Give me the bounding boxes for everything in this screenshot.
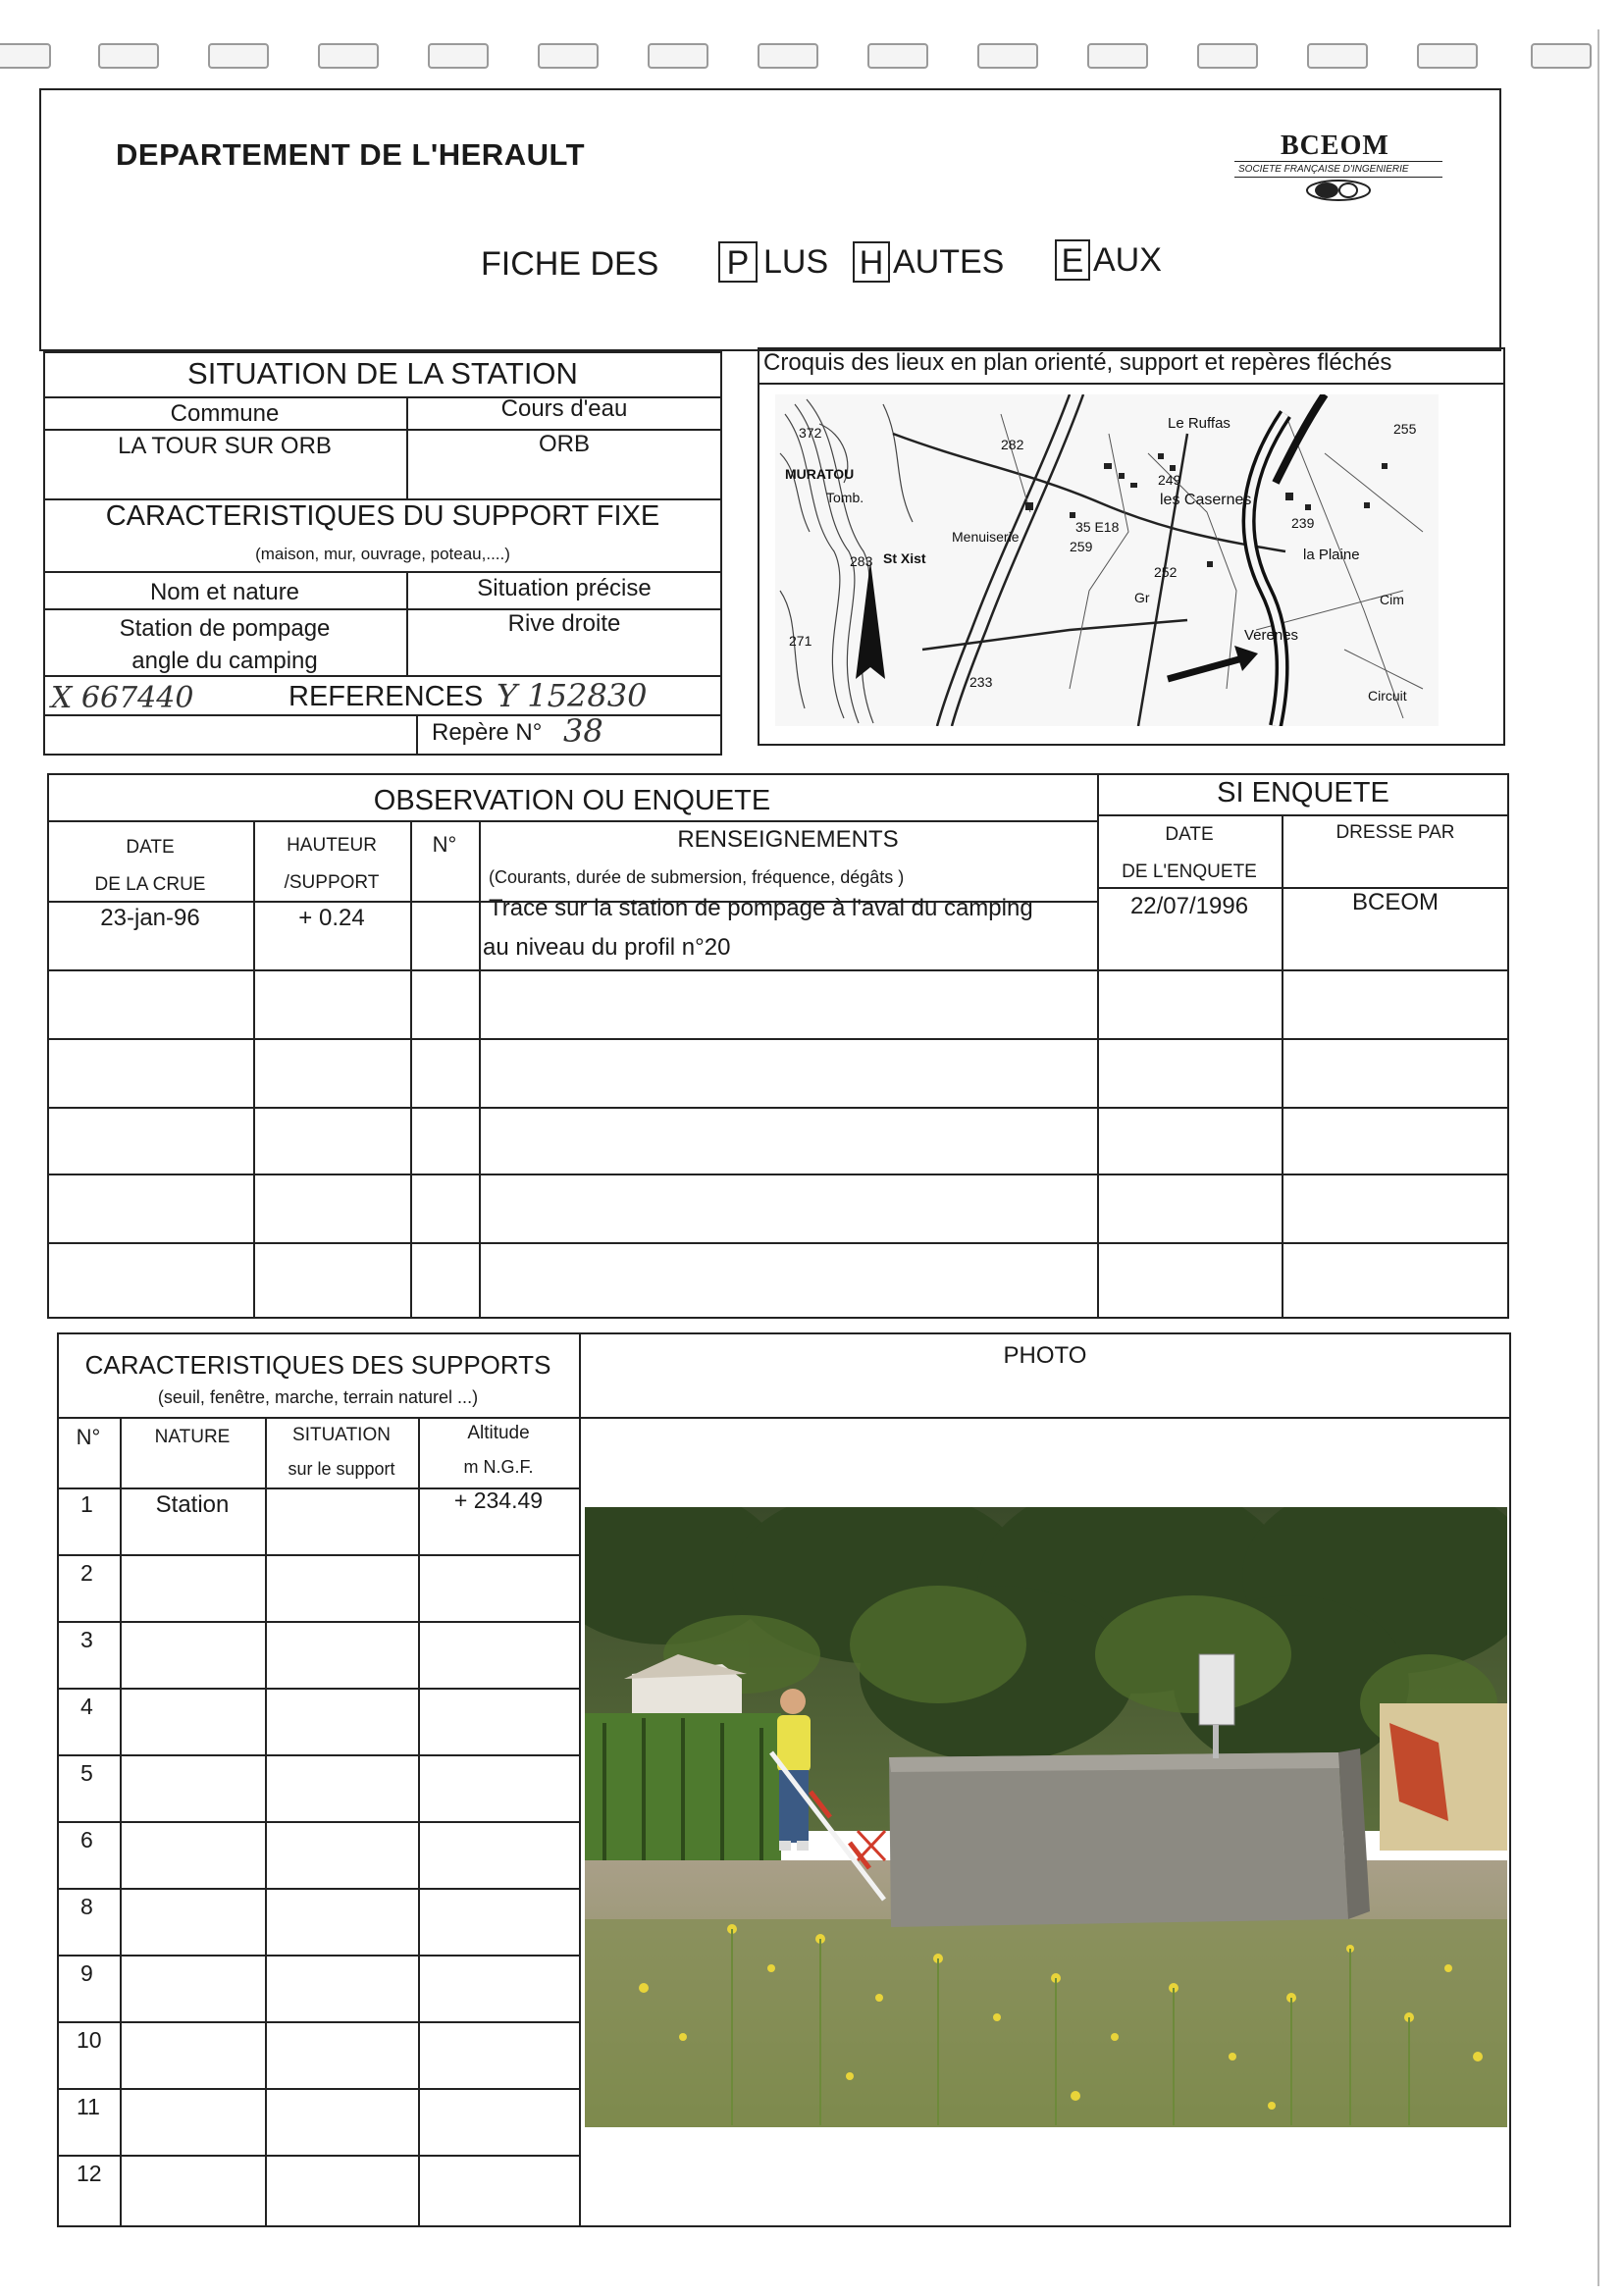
rule xyxy=(43,714,722,716)
map-label: 239 xyxy=(1291,515,1315,531)
binder-hole xyxy=(428,43,489,69)
observation-heading: OBSERVATION OU ENQUETE xyxy=(373,785,771,816)
x-coordinate: X 667440 xyxy=(51,681,194,715)
row-renseignements-line2: au niveau du profil n°20 xyxy=(483,934,731,961)
rule xyxy=(1097,814,1509,816)
map-label: la Plaine xyxy=(1303,547,1360,563)
nom-value-line2: angle du camping xyxy=(131,648,318,674)
rule xyxy=(47,820,1097,822)
title-letter-h: H xyxy=(853,241,890,283)
rule xyxy=(57,2088,579,2090)
commune-value: LA TOUR SUR ORB xyxy=(118,433,332,459)
logo-rule xyxy=(1234,161,1442,162)
binder-hole xyxy=(977,43,1038,69)
nom-label: Nom et nature xyxy=(149,579,300,605)
col-numero: N° xyxy=(432,832,457,857)
station-pointer-arrow-icon xyxy=(1168,646,1258,679)
support-row-number: 3 xyxy=(80,1627,93,1652)
map-drawing xyxy=(775,394,1439,726)
supports-col-situation-2: sur le support xyxy=(288,1459,395,1479)
map-label: Gr xyxy=(1134,590,1150,605)
rule xyxy=(57,1417,1511,1419)
repere-value: 38 xyxy=(563,712,603,750)
map-label: St Xist xyxy=(883,550,926,566)
department-title: DEPARTEMENT DE L'HERAULT xyxy=(116,137,586,172)
rule xyxy=(579,1332,581,2227)
rule xyxy=(57,1754,579,1756)
title-word-aux: AUX xyxy=(1093,241,1162,279)
map-label: Menuiserie xyxy=(952,529,1020,545)
rule xyxy=(47,1242,1509,1244)
rule xyxy=(57,1821,579,1823)
binder-hole xyxy=(1531,43,1592,69)
binder-hole xyxy=(758,43,818,69)
site-photo xyxy=(585,1507,1507,2127)
y-coordinate: Y 152830 xyxy=(497,677,648,714)
north-arrow-icon xyxy=(856,561,885,679)
binder-hole xyxy=(538,43,599,69)
situation-value: Rive droite xyxy=(507,610,621,637)
rule xyxy=(416,714,418,756)
nom-value-line1: Station de pompage xyxy=(119,615,331,642)
map-label: 252 xyxy=(1154,564,1178,580)
col-date-crue-2: DE LA CRUE xyxy=(94,874,206,895)
rule xyxy=(57,1955,579,1957)
rule xyxy=(57,2021,579,2023)
binder-hole xyxy=(0,43,51,69)
situation-label: Situation précise xyxy=(477,575,652,601)
row-renseignements-line1: Trace sur la station de pompage à l'aval du camping xyxy=(489,895,1033,921)
supports-col-situation-1: SITUATION xyxy=(292,1425,391,1445)
rule xyxy=(47,1038,1509,1040)
binder-hole xyxy=(1417,43,1478,69)
map-label: 372 xyxy=(799,425,822,441)
col-renseignements-1: RENSEIGNEMENTS xyxy=(677,826,899,853)
binder-hole xyxy=(1087,43,1148,69)
supports-heading: CARACTERISTIQUES DES SUPPORTS xyxy=(84,1350,551,1380)
site-photo-drawing xyxy=(585,1507,1507,2127)
col-hauteur-1: HAUTEUR xyxy=(287,835,377,856)
supports-subheading: (seuil, fenêtre, marche, terrain naturel ...) xyxy=(157,1387,479,1407)
rule xyxy=(57,2155,579,2157)
row-hauteur: + 0.24 xyxy=(298,905,365,931)
support-row-number: 2 xyxy=(80,1560,93,1586)
binder-hole xyxy=(98,43,159,69)
map-label: Cim xyxy=(1380,592,1404,607)
map-label: Circuit xyxy=(1368,688,1407,704)
title-prefix: FICHE DES xyxy=(481,245,659,283)
rule xyxy=(57,1621,579,1623)
supports-col-numero: N° xyxy=(76,1425,101,1449)
supports-col-altitude-2: m N.G.F. xyxy=(463,1457,534,1477)
binder-hole xyxy=(648,43,708,69)
map-label: 283 xyxy=(850,553,873,569)
map-label: 259 xyxy=(1070,539,1093,554)
support-row-number: 4 xyxy=(80,1694,93,1719)
title-letter-p: P xyxy=(718,241,758,283)
map-label: 255 xyxy=(1393,421,1417,437)
title-letter-e: E xyxy=(1055,239,1090,281)
row-date-enquete: 22/07/1996 xyxy=(1129,893,1249,919)
pumping-station xyxy=(889,1752,1348,1927)
commune-label: Commune xyxy=(170,400,280,427)
binder-hole xyxy=(1307,43,1368,69)
support-row-altitude: + 234.49 xyxy=(453,1487,544,1513)
title-word-lus: LUS xyxy=(763,243,829,281)
col-date-enquete-1: DATE xyxy=(1165,824,1214,845)
rule xyxy=(47,969,1509,971)
map-label: Le Ruffas xyxy=(1168,415,1230,432)
sign-panel xyxy=(1199,1654,1234,1725)
binder-hole xyxy=(1197,43,1258,69)
col-date-enquete-2: DE L'ENQUETE xyxy=(1122,861,1257,882)
cours-value: ORB xyxy=(538,431,590,457)
logo-subtitle: SOCIETE FRANÇAISE D'INGENIERIE xyxy=(1238,164,1409,175)
col-hauteur-2: /SUPPORT xyxy=(284,872,380,893)
support-row-number: 1 xyxy=(80,1491,93,1517)
title-word-autes: AUTES xyxy=(893,243,1005,281)
support-row-number: 11 xyxy=(77,2094,100,2119)
map-label: Tomb. xyxy=(826,490,864,505)
header-box xyxy=(39,88,1501,351)
croquis-heading: Croquis des lieux en plan orienté, support et repères fléchés xyxy=(763,349,1392,376)
map-label: 233 xyxy=(969,674,993,690)
rule xyxy=(1097,773,1099,1319)
rule xyxy=(57,1554,579,1556)
references-label: REFERENCES xyxy=(288,681,484,712)
support-row-number: 10 xyxy=(77,2027,102,2053)
supports-col-nature: NATURE xyxy=(154,1427,231,1447)
support-row-number: 8 xyxy=(80,1894,93,1919)
row-date-crue: 23-jan-96 xyxy=(100,905,200,931)
rule xyxy=(47,1174,1509,1175)
col-dresse-par: DRESSE PAR xyxy=(1335,822,1455,843)
rule xyxy=(47,1107,1509,1109)
binder-hole xyxy=(318,43,379,69)
logo-emblem-icon xyxy=(1305,179,1372,202)
support-row-number: 12 xyxy=(77,2161,102,2186)
cours-label: Cours d'eau xyxy=(500,395,628,422)
rule xyxy=(43,571,722,573)
support-row-number: 5 xyxy=(80,1760,93,1786)
rule xyxy=(57,1888,579,1890)
col-renseignements-2: (Courants, durée de submersion, fréquence, dégâts ) xyxy=(489,867,905,887)
map-label: Verenes xyxy=(1244,627,1299,644)
rule xyxy=(57,1688,579,1690)
support-row-number: 6 xyxy=(80,1827,93,1852)
map-label: les Casernes xyxy=(1160,492,1252,508)
rule xyxy=(758,383,1505,385)
map-label: MURATOU xyxy=(785,466,855,482)
support-subheading: (maison, mur, ouvrage, poteau,....) xyxy=(255,545,510,563)
binder-hole xyxy=(867,43,928,69)
map-label: 271 xyxy=(789,633,812,649)
si-enquete-heading: SI ENQUETE xyxy=(1217,777,1389,809)
location-map xyxy=(775,394,1439,726)
roads xyxy=(893,394,1285,726)
map-label: 282 xyxy=(1001,437,1024,452)
support-row-number: 9 xyxy=(80,1960,93,1986)
support-heading: CARACTERISTIQUES DU SUPPORT FIXE xyxy=(105,500,660,532)
row-dresse-par: BCEOM xyxy=(1351,889,1439,915)
map-label: 249 xyxy=(1158,472,1181,488)
supports-col-altitude-1: Altitude xyxy=(467,1423,530,1443)
repere-label: Repère N° xyxy=(432,719,543,746)
support-row-nature: Station xyxy=(155,1491,230,1518)
logo-rule xyxy=(1234,177,1442,178)
binder-hole xyxy=(208,43,269,69)
station-heading: SITUATION DE LA STATION xyxy=(187,356,578,391)
col-date-crue-1: DATE xyxy=(126,837,175,858)
logo-name: BCEOM xyxy=(1281,130,1389,161)
photo-heading: PHOTO xyxy=(1003,1342,1087,1369)
page-edge xyxy=(1597,29,1599,2286)
map-label: 35 E18 xyxy=(1075,519,1120,535)
